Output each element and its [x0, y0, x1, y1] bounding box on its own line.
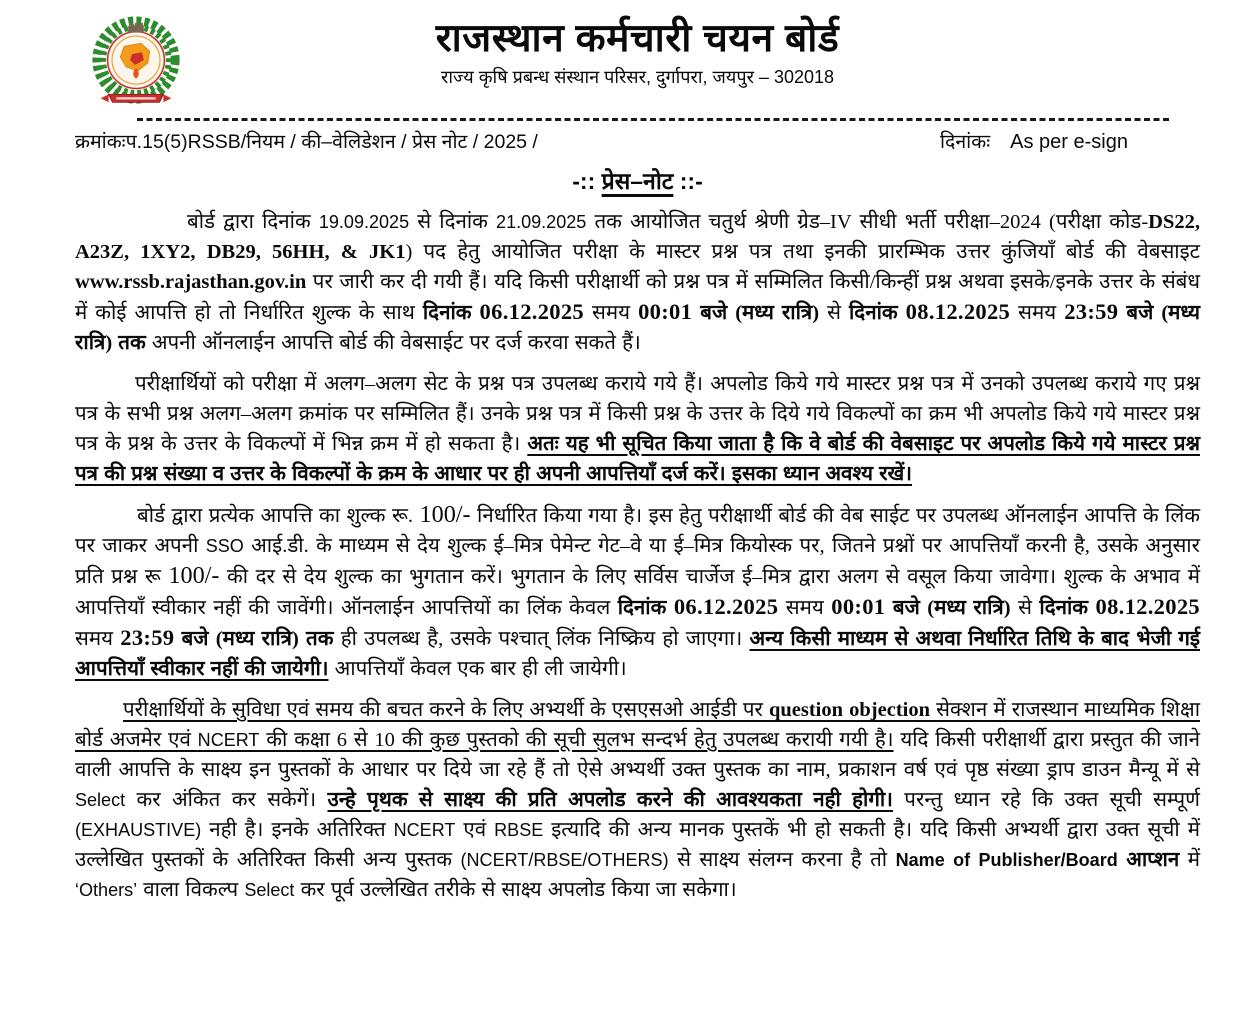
title-suffix: ::- [679, 168, 703, 194]
dashed-separator [137, 118, 1172, 121]
text-run: 06.12.2025 [479, 299, 585, 324]
text-run: निर्धारित किया गया है। इस हेतु परीक्षार्थी बोर्ड की वेब साईट पर उपलब्ध ऑनलाईन आपत्ति के लिंक पर जाकर अपनी [75, 505, 1201, 557]
reference-line [75, 127, 1200, 157]
text-run [1118, 849, 1127, 871]
text-run: परीक्षार्थियों के सुविधा एवं समय की बचत करने के लिए अभ्यर्थी के एसएसओ आईडी पर [123, 699, 769, 721]
text-run: ही उपलब्ध है, उसके पश्चात् लिंक निष्क्रिय हो जाएगा। [340, 628, 750, 650]
text-run: 00:01 [638, 299, 693, 324]
text-run: बोर्ड द्वारा दिनांक [187, 211, 319, 233]
text-run: यदि किसी परीक्षार्थी द्वारा प्रस्तुत की जाने वाली आपत्ति के साक्ष्य इन पुस्तकों के आधार पर दिये जा रहे हैं तो ऐसे अभ्यर्थी उक्त पुस्तक का नाम, प्रकाशन वर्ष एवं पृष्ठ संख्या ड्राप डाउन मैन्यू में से [75, 729, 1201, 781]
text-run: आई.डी. के माध्यम से देय शुल्क ई–मित्र पेमेन्ट गेट–वे या ई–मित्र कियोस्क पर, जितने प्रश्नों पर आपत्तियाँ करनी है, उसके अनुसार प्रति प्रश्न रू [75, 535, 1201, 588]
text-run: से दिनांक [409, 211, 497, 233]
text-run: से साक्ष्य संलग्न करना है तो [668, 849, 896, 871]
text-run: समय [778, 597, 832, 619]
paragraph [75, 500, 1200, 684]
press-body [75, 207, 1200, 905]
text-run: 08.12.2025 [1095, 594, 1200, 619]
org-title: राजस्थान कर्मचारी चयन बोर्ड [435, 17, 840, 60]
text-run: की दर से देय शुल्क का भुगतान करें। भुगतान के लिए सर्विस चार्जेज ई–मित्र द्वारा अलग से वसूल किया जावेगा। शुल्क के अभाव में आपत्तियाँ स्वीकार नहीं की जावेंगी। ऑनलाईन आपत्तियों का लिंक केवल [75, 566, 1200, 619]
text-run: अन्य किसी माध्यम से अथवा निर्धारित तिथि के बाद भेजी गई आपत्तियाँ स्वीकार नहीं की जायेगी। [75, 628, 1200, 680]
text-run: (NCERT/RBSE/OTHERS) [460, 850, 669, 870]
text-run: से [827, 302, 849, 324]
text-run: नही है। इनके अतिरिक्त [201, 819, 394, 841]
text-run: परीक्षार्थियों को परीक्षा में अलग–अलग सेट के प्रश्न पत्र उपलब्ध कराये गये हैं। अपलोड किये गये मास्टर प्रश्न पत्र में उनको उपलब्ध कराये गए प्रश्न पत्र के सभी प्रश्न अलग–अलग क्रमांक पर सम्मिलित हैं। उनके प्रश्न पत्र में किसी प्रश्न के उत्तर के दिये गये विकल्पों का क्रम भी अपलोड किये गये मास्टर प्रश्न पत्र के प्रश्न के उत्तर के विकल्पों में भिन्न क्रम में हो सकता है। [75, 373, 1200, 455]
text-run: एवं [455, 819, 495, 841]
text-run: अतः यह भी सूचित किया जाता है कि वे बोर्ड की वेबसाइट पर अपलोड किये गये मास्टर प्रश्न पत्र की प्रश्न संख्या व उत्तर के विकल्पों के क्रम के आधार पर ही अपनी आपत्तियाँ दर्ज करें। इसका ध्यान अवश्य रखें। [75, 433, 1200, 485]
text-run: कर पूर्व उल्लेखित तरीके से साक्ष्य अपलोड किया जा सकेगा। [294, 879, 737, 901]
text-run: 23:59 [1064, 299, 1119, 324]
text-run: NCERT [393, 820, 456, 840]
text-run: दिनांक [422, 302, 480, 324]
date-block [940, 127, 1200, 157]
text-run: 23:59 [120, 625, 175, 650]
text-run: वाला विकल्प [137, 879, 245, 901]
text-run: दिनांक [617, 597, 674, 619]
text-run: Select [244, 880, 295, 900]
title-text: प्रेस–नोट [601, 168, 674, 194]
text-run: समय [584, 302, 639, 324]
text-run: www.rssb.rajasthan.gov.in [75, 271, 307, 293]
press-note-title [75, 165, 1200, 197]
text-run: उन्हे पृथक से साक्ष्य की प्रति अपलोड करने की आवश्यकता नही होगी। [327, 789, 893, 811]
document-header [75, 12, 1200, 114]
org-address: राज्य कृषि प्रबन्ध संस्थान परिसर, दुर्गापरा, जयपुर – 302018 [440, 67, 835, 87]
text-run: दिनांक [849, 302, 906, 324]
text-run: तक आयोजित चतुर्थ श्रेणी ग्रेड–IV सीधी भर्ती परीक्षा–2024 (परीक्षा कोड- [586, 211, 1149, 233]
date-label: दिनांकः [939, 131, 991, 153]
text-run: बजे (मध्य रात्रि) [885, 597, 1019, 619]
text-run: बजे (मध्य रात्रि) [692, 302, 828, 324]
text-run: RBSE [494, 820, 544, 840]
text-run: अपनी ऑनलाईन आपत्ति बोर्ड की वेबसाईट पर दर्ज करवा सकते हैं। [151, 332, 641, 354]
text-run: 19.09.2025 [318, 212, 410, 232]
title-prefix: -:: [572, 168, 596, 194]
paragraph [75, 695, 1200, 905]
text-run: इत्यादि की अन्य मानक पुस्तकें भी हो सकती है। यदि किसी अभ्यर्थी द्वारा उक्त सूची में उल्लेखित पुस्तकों के अतिरिक्त किसी अन्य पुस्तक [75, 819, 1200, 871]
text-run: बजे (मध्य रात्रि) तक [174, 628, 341, 650]
text-run: आपत्तियाँ केवल एक बार ही ली जायेगी। [328, 658, 627, 680]
text-run: बोर्ड द्वारा प्रत्येक आपत्ति का शुल्क रू. [137, 505, 420, 527]
text-run: परन्तु ध्यान रहे कि उक्त सूची सम्पूर्ण [892, 789, 1201, 811]
text-run: 00:01 [831, 594, 886, 619]
text-run: NCERT [197, 730, 260, 750]
text-run: दिनांक [1039, 597, 1096, 619]
text-run: question objection [768, 699, 930, 721]
date-value: As per e-sign [1010, 131, 1128, 153]
text-run: Select [75, 790, 126, 810]
text-run: से [1018, 597, 1040, 619]
text-run: 100/- [419, 501, 471, 528]
text-run: कर अंकित कर सकेगें। [125, 789, 328, 811]
text-run: SSO [205, 536, 244, 556]
text-run: Name of Publisher/Board [895, 850, 1118, 870]
emblem-icon [87, 14, 185, 112]
text-run: DS22, A23Z, 1XY2, DB29, 56HH, & JK1 [75, 211, 1201, 263]
text-run: 100/- [168, 562, 220, 589]
paragraph [75, 207, 1200, 358]
text-run: 08.12.2025 [905, 299, 1011, 324]
text-run: समय [1010, 302, 1065, 324]
paragraph [75, 369, 1200, 489]
text-run: 21.09.2025 [496, 212, 587, 232]
text-run: तक [118, 332, 152, 354]
text-run: आप्शन [1126, 849, 1180, 871]
text-run: बजे (मध्य रात्रि) [75, 302, 1200, 354]
text-run: ) पद हेतु आयोजित परीक्षा के मास्टर प्रश्न पत्र तथा इनकी प्रारम्भिक उत्तर कुंजियाँ बोर्ड की वेबसाइट [405, 241, 1201, 263]
text-run: 06.12.2025 [673, 594, 779, 619]
text-run: पर जारी कर दी गयी हैं। यदि किसी परीक्षार्थी को प्रश्न पत्र में सम्मिलित किसी/किन्हीं प्रश्न अथवा इसके/इनके उत्तर के संबंध में कोई आपत्ति हो तो निर्धारित शुल्क के साथ [75, 271, 1200, 324]
text-run: ‘Others’ [75, 880, 138, 900]
text-run: की कक्षा 6 से 10 की कुछ पुस्तको की सूची सुलभ सन्दर्भ हेतु उपलब्ध करायी गयी है। [259, 729, 894, 751]
text-run: समय [75, 628, 121, 650]
rssb-emblem-logo [87, 14, 185, 112]
text-run: में [1179, 849, 1200, 871]
text-run: (EXHAUSTIVE) [75, 820, 202, 840]
text-run: सेक्शन में राजस्थान माध्यमिक शिक्षा बोर्ड अजमेर एवं [75, 699, 1201, 751]
reference-number: क्रमांकःप.15(5)RSSB/नियम / की–वेलिडेशन / प्रेस नोट / 2025 / [75, 131, 538, 153]
